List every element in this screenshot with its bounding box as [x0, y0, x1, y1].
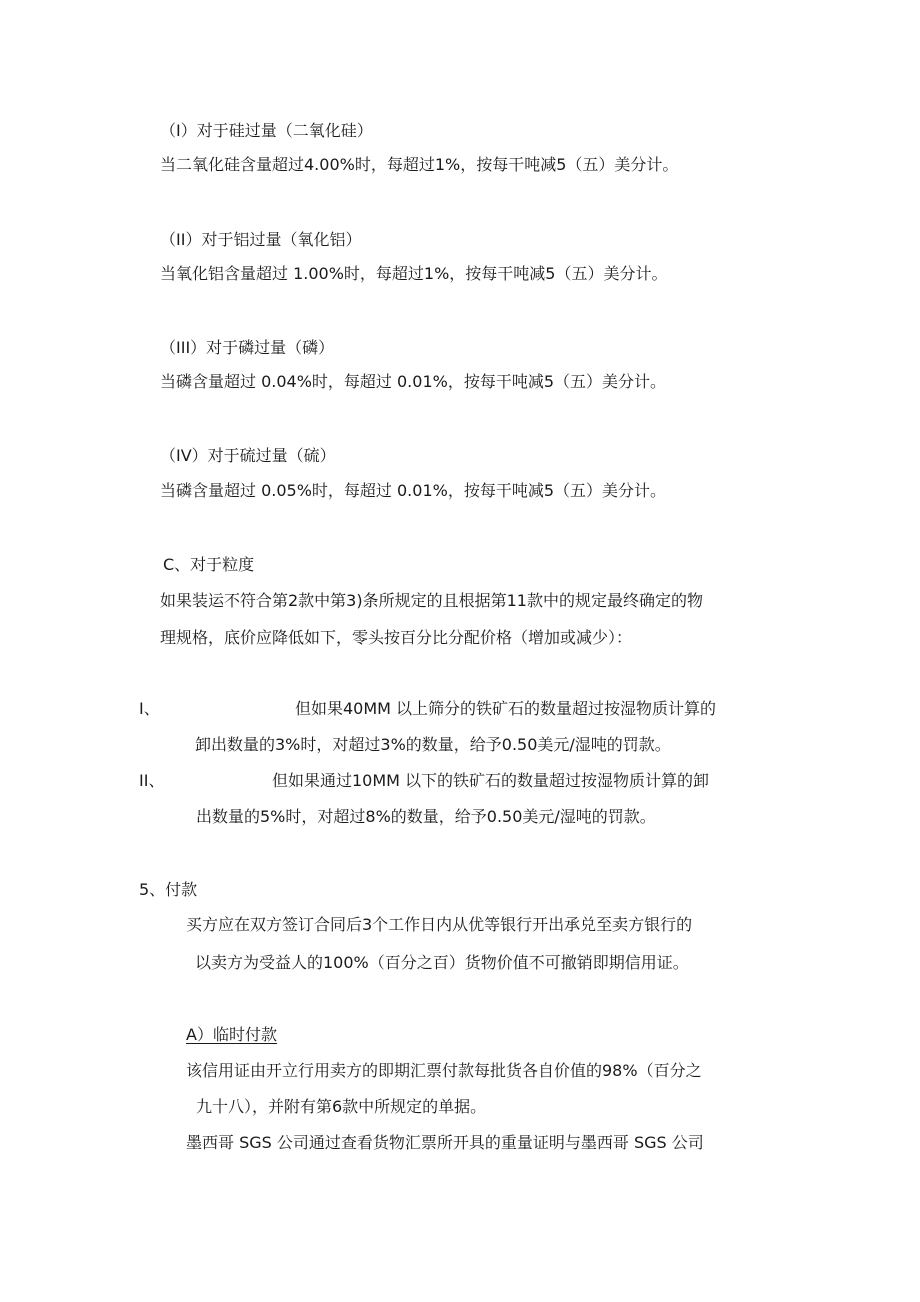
section-payment-line2: 以卖方为受益人的100%（百分之百）货物价值不可撤销即期信用证。 [195, 953, 689, 972]
section-granularity-line2: 理规格，底价应降低如下，零头按百分比分配价格（增加或减少）： [160, 628, 633, 647]
section-silicon-heading: （I）对于硅过量（二氧化硅） [160, 121, 373, 140]
roman-item-2-marker: II、 [139, 771, 165, 790]
section-sulfur-heading: （IV）对于硫过量（硫） [160, 446, 336, 465]
section-provisional-payment-line1: 该信用证由开立行用卖方的即期汇票付款每批货各自价值的98%（百分之 [186, 1061, 702, 1080]
roman-item-1-line2: 卸出数量的3%时，对超过3%的数量，给予0.50美元/湿吨的罚款。 [195, 735, 671, 754]
section-payment-line1: 买方应在双方签订合同后3个工作日内从优等银行开出承兑至卖方银行的 [186, 915, 693, 934]
section-payment-heading: 5、付款 [139, 880, 198, 899]
section-granularity-heading: C、对于粒度 [163, 555, 255, 574]
roman-item-1-marker: I、 [139, 699, 160, 718]
section-alumina-heading: （II）对于铝过量（氧化铝） [160, 230, 362, 249]
roman-item-2-line2: 出数量的5%时，对超过8%的数量，给予0.50美元/湿吨的罚款。 [196, 807, 656, 826]
section-provisional-payment-line3: 墨西哥 SGS 公司通过查看货物汇票所开具的重量证明与墨西哥 SGS 公司 [186, 1133, 704, 1152]
section-provisional-payment-heading: A）临时付款 [186, 1025, 277, 1044]
section-silicon-body: 当二氧化硅含量超过4.00%时，每超过1%，按每干吨减5（五）美分计。 [160, 155, 679, 174]
section-alumina-body: 当氧化铝含量超过 1.00%时，每超过1%，按每干吨减5（五）美分计。 [160, 264, 668, 283]
section-provisional-payment-line2: 九十八），并附有第6款中所规定的单据。 [196, 1097, 487, 1116]
section-phosphorus-heading: （III）对于磷过量（磷） [160, 338, 335, 357]
section-phosphorus-body: 当磷含量超过 0.04%时，每超过 0.01%，按每干吨减5（五）美分计。 [160, 372, 667, 391]
roman-item-2-line1: 但如果通过10MM 以下的铁矿石的数量超过按湿物质计算的卸 [272, 771, 710, 790]
section-sulfur-body: 当磷含量超过 0.05%时，每超过 0.01%，按每干吨减5（五）美分计。 [160, 481, 667, 500]
roman-item-1-line1: 但如果40MM 以上筛分的铁矿石的数量超过按湿物质计算的 [295, 699, 717, 718]
section-granularity-line1: 如果装运不符合第2款中第3)条所规定的且根据第11款中的规定最终确定的物 [160, 591, 703, 610]
